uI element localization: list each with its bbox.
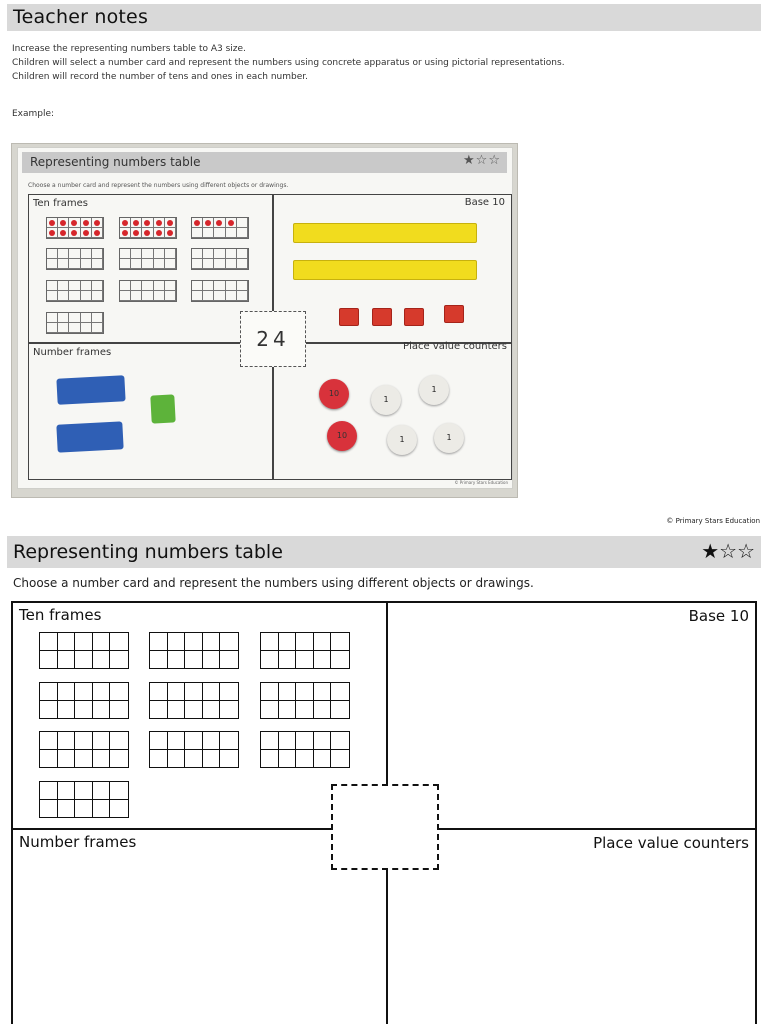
star-filled-icon: ★ (701, 539, 720, 563)
label-place-value-counters: Place value counters (593, 834, 749, 852)
photo-ten-frame (46, 312, 104, 334)
number-frame-blue (56, 375, 125, 405)
base10-cube (339, 308, 359, 326)
counter-ten: 10 (319, 379, 349, 409)
ten-frame (39, 682, 129, 719)
copyright: © Primary Stars Education (666, 517, 760, 525)
teacher-notes-text (12, 42, 565, 84)
photo-label-base-10: Base 10 (464, 197, 505, 208)
example-label: Example: (12, 109, 55, 119)
photo-ten-frame (119, 217, 177, 239)
teacher-notes-title: Teacher notes (13, 6, 149, 28)
photo-ten-frame (191, 217, 249, 239)
photo-instruction: Choose a number card and represent the numbers using different objects or drawings. (28, 182, 289, 189)
ten-frame (149, 731, 239, 768)
ten-frame (39, 632, 129, 669)
photo-stars: ★☆☆ (463, 153, 501, 168)
worksheet-header (7, 536, 761, 568)
base10-cube (444, 305, 464, 323)
photo-title: Representing numbers table (30, 155, 201, 169)
ten-frame (260, 632, 350, 669)
ten-frame (260, 731, 350, 768)
base10-rod (293, 260, 477, 280)
counter-one: 1 (419, 375, 449, 405)
photo-ten-frame (119, 248, 177, 270)
photo-ten-frame (191, 248, 249, 270)
worksheet-title: Representing numbers table (13, 541, 283, 563)
base10-cube (372, 308, 392, 326)
ten-frame (39, 781, 129, 818)
photo-ten-frame (46, 280, 104, 302)
note-line: Children will select a number card and represent the numbers using concrete apparatus or using pictorial representations. (12, 58, 565, 68)
photo-label-place-value-counters: Place value counters (403, 341, 507, 352)
ten-frame (260, 682, 350, 719)
photo-sheet (17, 147, 513, 489)
photo-header (22, 152, 507, 173)
base10-cube (404, 308, 424, 326)
photo-number-card: 24 (240, 311, 306, 367)
number-frame-green (150, 394, 175, 423)
ten-frame (149, 632, 239, 669)
label-number-frames: Number frames (19, 833, 137, 851)
photo-label-number-frames: Number frames (33, 347, 112, 358)
note-line: Children will record the number of tens and ones in each number. (12, 72, 308, 82)
label-ten-frames: Ten frames (19, 606, 102, 624)
photo-copyright: © Primary Stars Education (454, 480, 508, 485)
base10-rod (293, 223, 477, 243)
teacher-notes-header (7, 4, 761, 31)
photo-ten-frame (191, 280, 249, 302)
worksheet-instruction: Choose a number card and represent the numbers using different objects or drawings. (13, 576, 534, 590)
counter-one: 1 (387, 425, 417, 455)
example-photo (11, 143, 518, 498)
label-base-10: Base 10 (688, 607, 749, 625)
number-card-placeholder (331, 784, 439, 870)
difficulty-stars (701, 539, 755, 563)
note-line: Increase the representing numbers table to A3 size. (12, 44, 246, 54)
ten-frame (149, 682, 239, 719)
photo-ten-frame (119, 280, 177, 302)
counter-one: 1 (434, 423, 464, 453)
star-empty-icon: ☆ (737, 539, 755, 563)
photo-ten-frame (46, 217, 104, 239)
counter-one: 1 (371, 385, 401, 415)
star-empty-icon: ☆ (719, 539, 738, 563)
ten-frame (39, 731, 129, 768)
counter-ten: 10 (327, 421, 357, 451)
number-frame-blue (56, 421, 123, 452)
photo-ten-frame (46, 248, 104, 270)
photo-label-ten-frames: Ten frames (33, 198, 88, 209)
representing-numbers-table (11, 601, 757, 1024)
